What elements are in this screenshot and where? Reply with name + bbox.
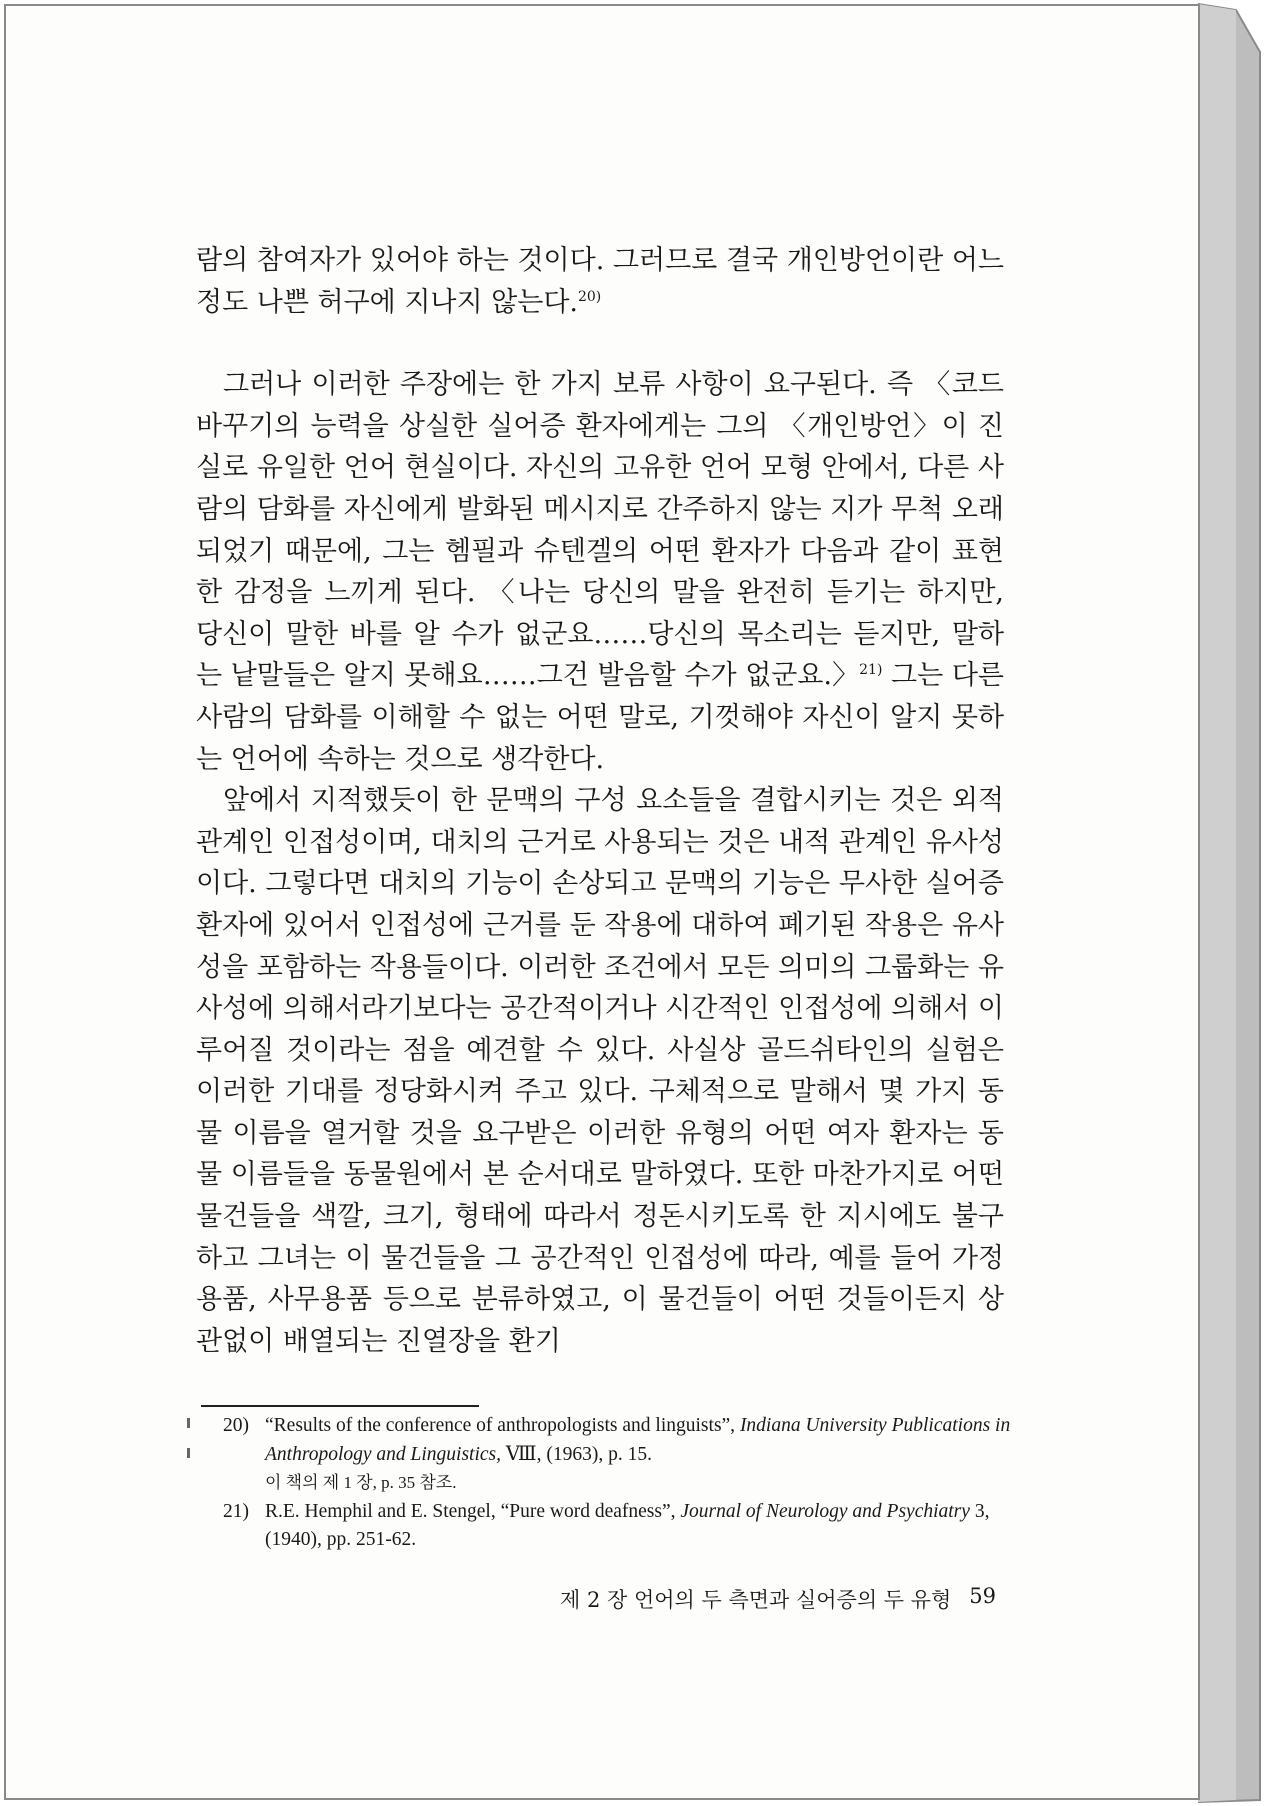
footnote-20 xyxy=(223,1412,1017,1498)
page-number: 59 xyxy=(969,1584,996,1608)
footnote-ref-20[interactable]: 20) xyxy=(577,288,602,305)
footnote-text xyxy=(265,1412,1017,1498)
margin-mark xyxy=(187,1448,190,1458)
footnote-ref-21[interactable]: 21) xyxy=(859,662,883,679)
footnote-number: 21) xyxy=(223,1500,249,1522)
paragraph-1 xyxy=(196,240,1004,323)
chapter-title: 제 2 장 언어의 두 측면과 실어증의 두 유형 xyxy=(560,1588,952,1612)
footnotes xyxy=(223,1412,1017,1555)
body-text xyxy=(196,240,1004,1362)
paragraph-1-text: 람의 참여자가 있어야 하는 것이다. 그러므로 결국 개인방언이란 어느 정도 나쁜 허구에 지나지 않는다. xyxy=(196,245,1004,318)
footnote-21 xyxy=(223,1498,1017,1555)
paragraph-2 xyxy=(196,364,1004,780)
footnote-cross-reference: 이 책의 제 1 장, p. 35 참조. xyxy=(265,1473,457,1492)
running-footer xyxy=(560,1584,996,1614)
footnote-citation: R.E. Hemphil and E. Stengel, “Pure word deafness”, xyxy=(265,1500,681,1522)
footnote-publication: Journal of Neurology and Psychiatry xyxy=(680,1500,970,1522)
footnote-divider xyxy=(201,1405,479,1407)
paragraph-2-text: 그러나 이러한 주장에는 한 가지 보류 사항이 요구된다. 즉 〈코드 바꾸기의 능력을 상실한 실어증 환자에게는 그의 〈개인방언〉이 진실로 유일한 언어 현실이다. 자신의 고유한 언어 모형 안에서, 다른 사람의 담화를 자신에게 발화된 메시지로 간주하지 않는 지가 무척 오래되었기 때문에, 그는 헴필과 슈텐겔의 어떤 환자가 다음과 같이 표현한 감정을 느끼게 된다. 〈나는 당신의 말을 완전히 듣기는 하지만, 당신이 말한 바를 알 수가 없군요……당신의 목소리는 듣지만, 말하는 낱말들은 알지 못해요……그건 발음할 수가 없군요.〉 xyxy=(196,369,1005,692)
footnote-text xyxy=(265,1498,1017,1555)
paragraph-2-tail: 그는 다른 사람의 담화를 이해할 수 없는 어떤 말로, 기껏해야 자신이 알지 못하는 언어에 속하는 것으로 생각한다. xyxy=(196,660,1004,775)
footnote-details: 3, (1940), pp. 251-62. xyxy=(265,1500,990,1550)
footnote-citation: “Results of the conference of anthropologists and linguists”, xyxy=(265,1415,740,1436)
footnote-details: Ⅷ, (1963), p. 15. xyxy=(501,1443,652,1465)
margin-mark xyxy=(187,1418,190,1428)
page-stack-edge xyxy=(1198,0,1264,1806)
footnote-publication: Indiana University Publications in Anthropology and Linguistics, xyxy=(265,1415,1011,1465)
footnote-number: 20) xyxy=(223,1415,249,1436)
paragraph-3 xyxy=(196,780,1004,1362)
paragraph-3-text: 앞에서 지적했듯이 한 문맥의 구성 요소들을 결합시키는 것은 외적 관계인 인접성이며, 대치의 근거로 사용되는 것은 내적 관계인 유사성이다. 그렇다면 대치의 기능이 손상되고 문맥의 기능은 무사한 실어증 환자에 있어서 인접성에 근거를 둔 작용에 대하여 폐기된 작용은 유사성을 포함하는 작용들이다. 이러한 조건에서 모든 의미의 그룹화는 유사성에 의해서라기보다는 공간적이거나 시간적인 인접성에 의해서 이루어질 것이라는 점을 예견할 수 있다. 사실상 골드쉬타인의 실험은 이러한 기대를 정당화시켜 주고 있다. 구체적으로 말해서 몇 가지 동물 이름을 열거할 것을 요구받은 이러한 유형의 어떤 여자 환자는 동물 이름들을 동물원에서 본 순서대로 말하였다. 또한 마찬가지로 어떤 물건들을 색깔, 크기, 형태에 따라서 정돈시키도록 한 지시에도 불구하고 그녀는 이 물건들을 그 공간적인 인접성에 따라, 예를 들어 가정용품, 사무용품 등으로 분류하였고, 이 물건들이 어떤 것들이든지 상관없이 배열되는 진열장을 환기 xyxy=(196,785,1004,1357)
